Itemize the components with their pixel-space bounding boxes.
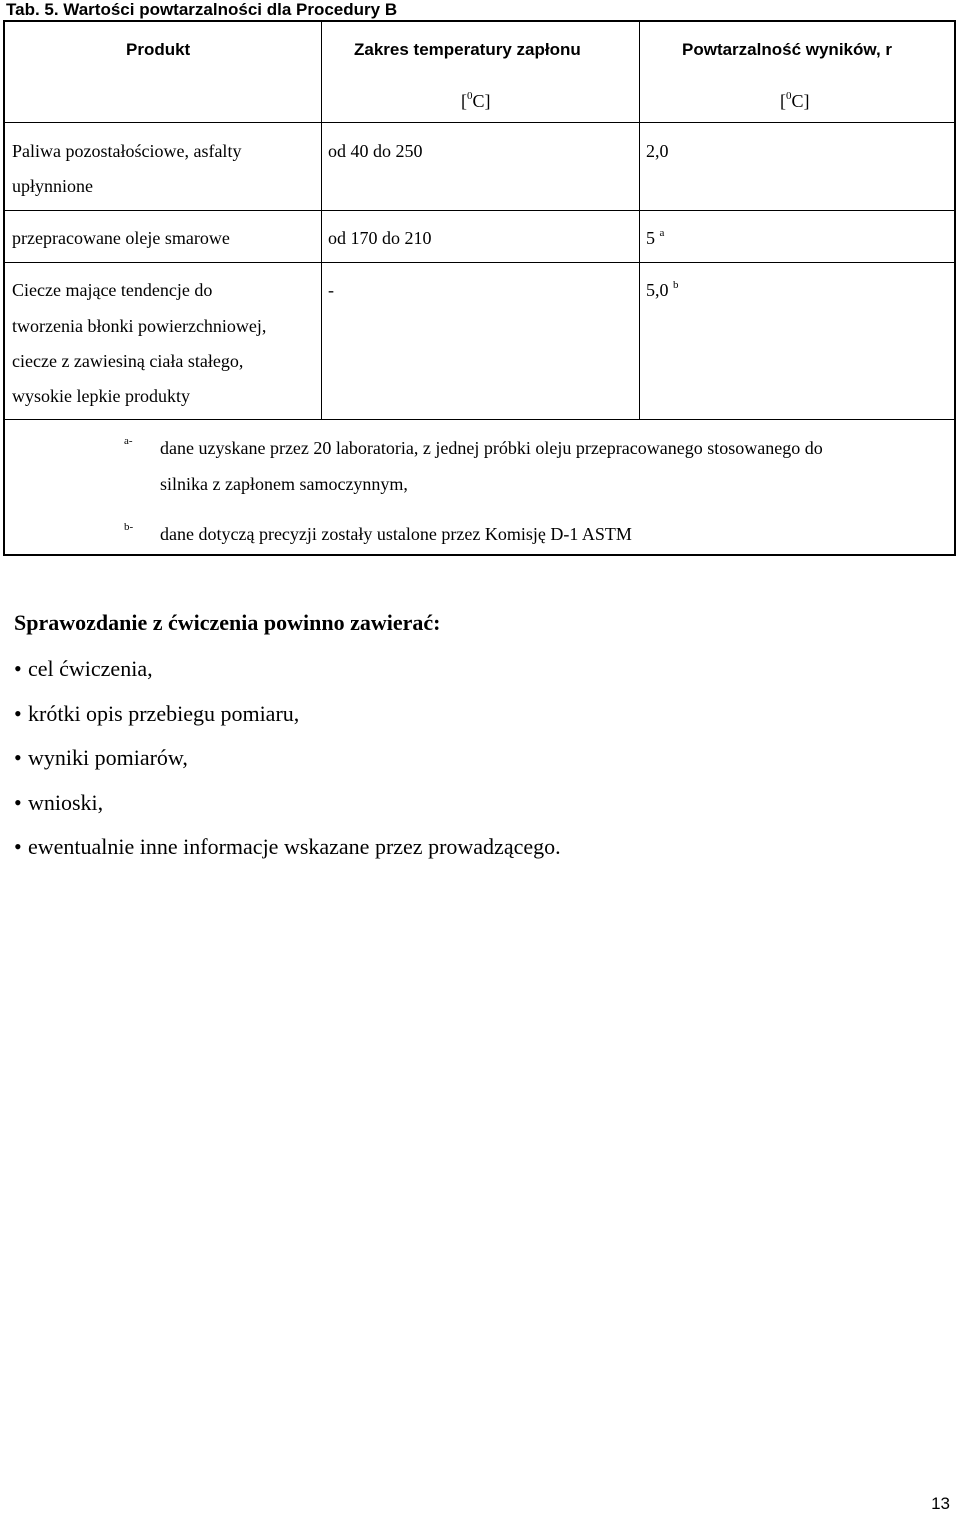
header-repeatability-unit: [$^0$C] <box>780 90 810 111</box>
footnote-b-mark: b- <box>124 521 134 533</box>
list-item: • ewentualnie inne informacje wskazane przez prowadzącego. <box>14 830 561 875</box>
row1-range: od 40 do 250 <box>328 141 423 161</box>
bullet-icon: • <box>14 700 22 726</box>
row3-repeatability: 5,0 $^b$ <box>646 279 679 300</box>
footnote-b-line1: dane dotyczą precyzji zostały ustalone przez Komisję D-1 ASTM <box>160 524 632 544</box>
list-item: • wyniki pomiarów, <box>14 741 561 786</box>
list-item: • wnioski, <box>14 786 561 831</box>
row2-repeatability: 5 $^a$ <box>646 227 665 248</box>
row2-range: od 170 do 210 <box>328 228 432 248</box>
col-divider-1 <box>321 22 322 419</box>
row-divider-header <box>5 122 954 123</box>
repeatability-table <box>3 20 956 556</box>
bullet-icon: • <box>14 656 22 681</box>
row3-product-line4: wysokie lepkie produkty <box>12 386 190 406</box>
row3-product-line1: Ciecze mające tendencje do <box>12 280 213 300</box>
footnote-a-mark: a- <box>124 435 133 447</box>
header-product: Produkt <box>126 40 191 59</box>
row-divider-2 <box>5 262 954 263</box>
footnote-a-line2: silnika z zapłonem samoczynnym, <box>160 474 408 494</box>
bullet-icon: • <box>14 834 22 859</box>
header-range: Zakres temperatury zapłonu <box>354 40 581 59</box>
header-range-unit: [$^0$C] <box>461 90 491 111</box>
row3-range: - <box>328 280 334 300</box>
bullet-icon: • <box>14 745 22 770</box>
header-repeatability: Powtarzalność wyników, r <box>682 40 893 59</box>
row-divider-3 <box>5 419 954 420</box>
row1-product-line1: Paliwa pozostałościowe, asfalty <box>12 141 242 161</box>
row-divider-1 <box>5 210 954 211</box>
col-divider-2 <box>639 22 640 419</box>
report-requirements-list <box>14 652 561 875</box>
footnote-a-line1: dane uzyskane przez 20 laboratoria, z jednej próbki oleju przepracowanego stosowanego do <box>160 438 823 458</box>
list-item: • krótki opis przebiegu pomiaru, <box>14 697 561 742</box>
row3-product-line3: ciecze z zawiesiną ciała stałego, <box>12 351 244 371</box>
row3-product-line2: tworzenia błonki powierzchniowej, <box>12 316 267 336</box>
list-item: • cel ćwiczenia, <box>14 652 561 697</box>
row2-product-line1: przepracowane oleje smarowe <box>12 228 230 248</box>
row1-product-line2: upłynnione <box>12 176 93 196</box>
page-number: 13 <box>931 1494 950 1513</box>
row1-repeatability: 2,0 <box>646 141 669 161</box>
report-heading: Sprawozdanie z ćwiczenia powinno zawierać: <box>14 610 441 635</box>
bullet-icon: • <box>14 789 22 815</box>
table-caption: Tab. 5. Wartości powtarzalności dla Procedury B <box>6 0 398 19</box>
